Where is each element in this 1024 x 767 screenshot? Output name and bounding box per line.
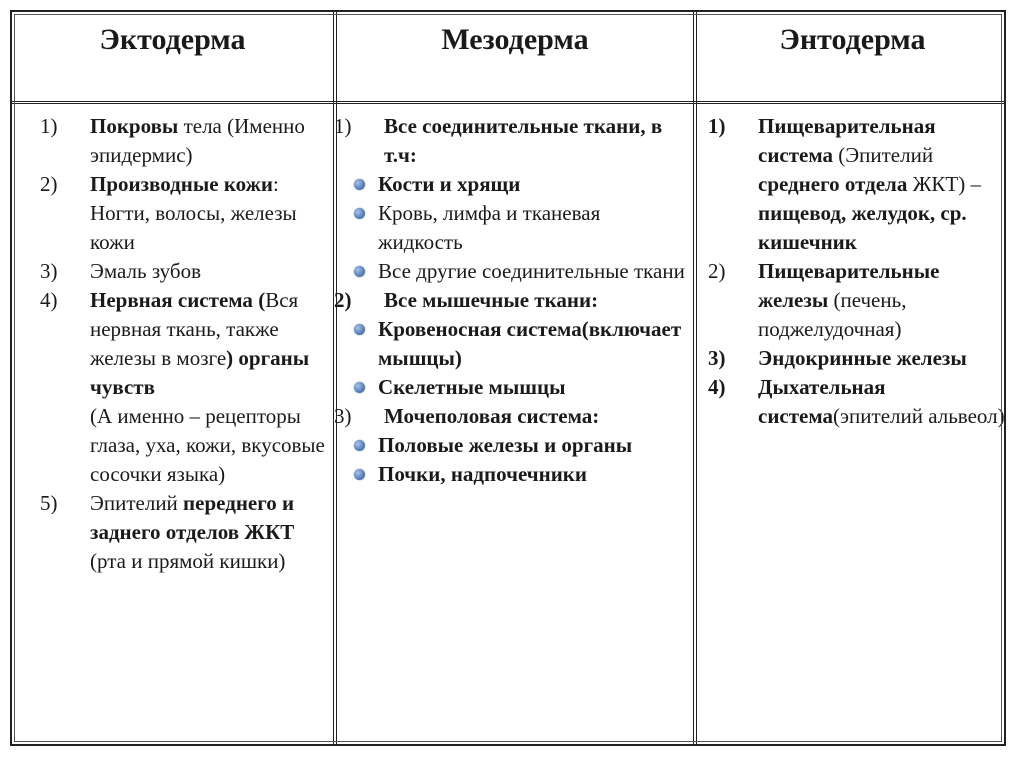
mesoderm-column — [334, 112, 690, 489]
germ-layers-table — [10, 10, 1006, 746]
bullet-dot-icon — [354, 382, 365, 393]
bullet-item — [334, 431, 690, 460]
item-bold-text: ) органы чувств — [90, 346, 310, 399]
bullet-dot-icon — [354, 179, 365, 190]
item-text: Эмаль зубов — [90, 259, 201, 283]
list-item — [40, 112, 332, 170]
item-bold-text: Нервная система — [90, 288, 253, 312]
item-number: 2) — [708, 259, 726, 283]
bullet-item — [334, 315, 690, 373]
bullet-dot-icon — [354, 324, 365, 335]
item-bold-text: Все мышечные ткани: — [384, 288, 599, 312]
list-item — [40, 257, 332, 286]
header-mesoderm: Мезодерма — [441, 23, 589, 56]
item-bold-text: ( — [252, 288, 266, 312]
item-bold-text: Кровеносная система(включает мышцы) — [378, 317, 682, 370]
item-bold-text: среднего отдела — [758, 172, 908, 196]
list-item — [40, 170, 332, 257]
item-bold-text: Скелетные мышцы — [378, 375, 566, 399]
item-bold-text: Производные кожи — [90, 172, 273, 196]
item-bold-text: Мочеполовая система: — [384, 404, 600, 428]
item-bold-text: переднего и заднего отделов ЖКТ — [90, 491, 295, 544]
item-number: 5) — [40, 491, 58, 515]
item-bold-text: Половые железы и органы — [378, 433, 633, 457]
list-item — [334, 402, 690, 431]
item-text: ЖКТ) – — [907, 172, 981, 196]
bullet-item — [334, 170, 690, 199]
item-number: 1) — [708, 114, 726, 138]
item-text: (А именно – рецепторы глаза, уха, кожи, вкусовые сосочки языка) — [90, 404, 325, 486]
list-item — [40, 489, 332, 576]
header-endoderm: Энтодерма — [779, 23, 926, 56]
bullet-item — [334, 373, 690, 402]
item-number: 1) — [40, 114, 58, 138]
item-bold-text: Все соединительные ткани, в т.ч: — [384, 114, 663, 167]
bullet-dot-icon — [354, 266, 365, 277]
list-item — [334, 286, 690, 315]
item-bold-text: Дыхательная система — [758, 375, 886, 428]
item-text: Эпителий — [90, 491, 184, 515]
item-text: (печень, поджелудочная) — [758, 288, 907, 341]
list-item — [40, 286, 332, 489]
item-text: (рта и прямой кишки) — [90, 549, 286, 573]
item-number: 3) — [708, 346, 726, 370]
item-bold-text: Пищеварительная система — [758, 114, 936, 167]
list-item — [708, 112, 1006, 257]
list-item — [708, 257, 1006, 344]
item-bold-text: Эндокринные железы — [758, 346, 967, 370]
item-text: : Ногти, волосы, железы кожи — [90, 172, 297, 254]
item-number: 4) — [708, 375, 726, 399]
bullet-dot-icon — [354, 469, 365, 480]
list-item — [708, 344, 1006, 373]
column-divider — [693, 12, 697, 744]
item-text: (Эпителий — [833, 143, 934, 167]
item-text: (эпителий альвеол) — [833, 404, 1005, 428]
endoderm-column — [708, 112, 1006, 431]
item-bold-text: Почки, надпочечники — [378, 462, 587, 486]
item-number: 1) — [334, 114, 352, 138]
bullet-dot-icon — [354, 440, 365, 451]
item-number: 4) — [40, 288, 58, 312]
item-text: Вся нервная ткань, также железы в мозге — [90, 288, 299, 370]
item-text: Все другие соединительные ткани — [378, 259, 685, 283]
item-number: 2) — [334, 288, 352, 312]
item-number: 2) — [40, 172, 58, 196]
bullet-item — [334, 460, 690, 489]
item-text: Кровь, лимфа и тканевая жидкость — [378, 201, 601, 254]
ectoderm-column — [40, 112, 332, 576]
item-bold-text: Кости и хрящи — [378, 172, 521, 196]
item-number: 3) — [40, 259, 58, 283]
item-bold-text: пищевод, желудок, ср. кишечник — [758, 201, 967, 254]
item-bold-text: Покровы — [90, 114, 179, 138]
bullet-item — [334, 199, 690, 257]
bullet-item — [334, 257, 690, 286]
list-item — [708, 373, 1006, 431]
header-ectoderm: Эктодерма — [99, 23, 246, 56]
bullet-dot-icon — [354, 208, 365, 219]
item-bold-text: Пищеварительные железы — [758, 259, 940, 312]
list-item — [334, 112, 690, 170]
item-number: 3) — [334, 404, 352, 428]
item-text: тела (Именно эпидермис) — [90, 114, 305, 167]
